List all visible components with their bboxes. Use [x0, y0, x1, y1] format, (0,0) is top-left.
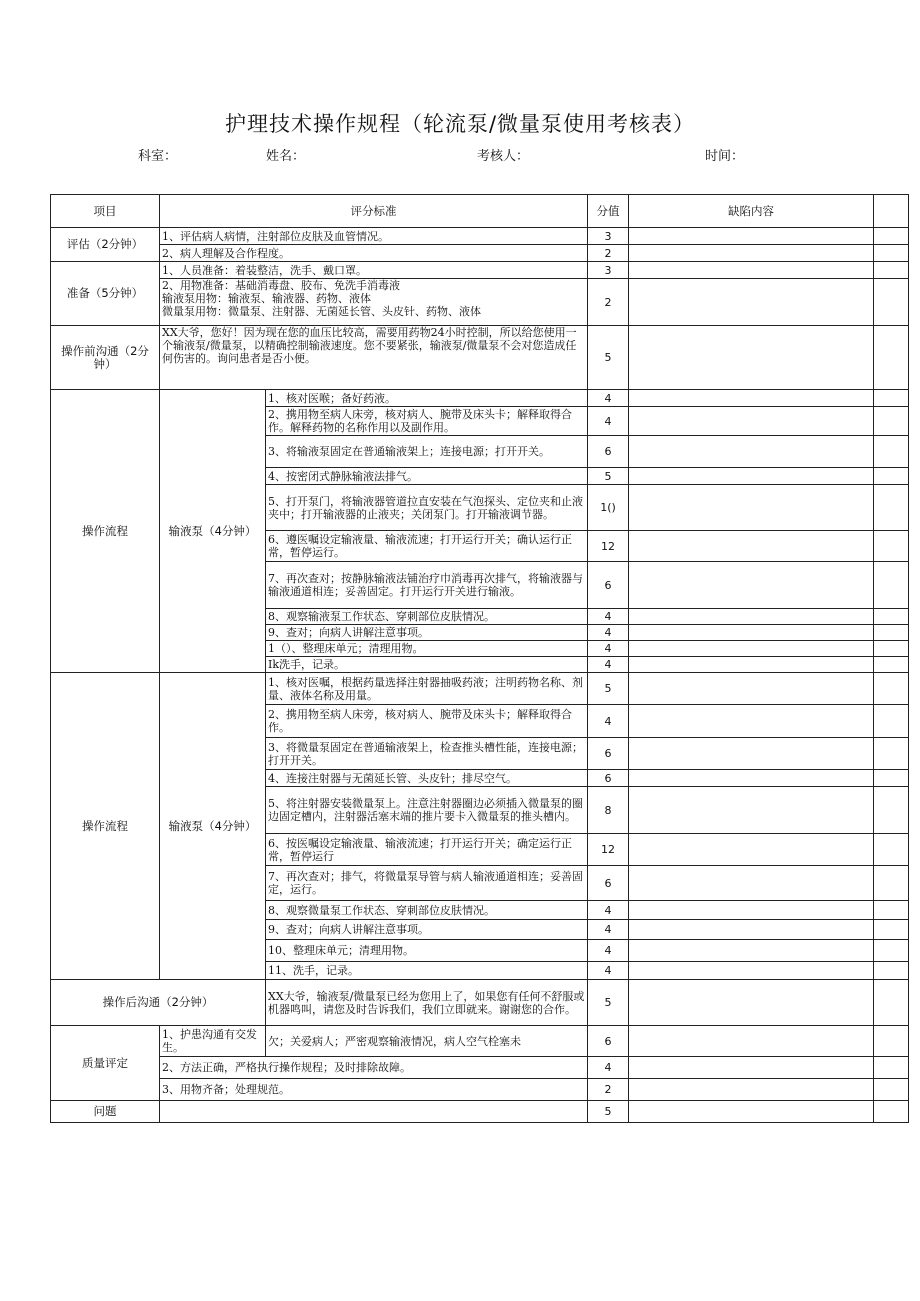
category-cell: 操作后沟通（2分钟）	[51, 980, 266, 1026]
extra-cell[interactable]	[874, 962, 909, 980]
criteria-cell: XX大爷，您好！因为现在您的血压比较高，需要用药物24小时控制，所以给您使用一个输液泵/微量泵，以精确控制输液速度。您不要紧张，输液泵/微量泵不会对您造成任何伤害的。询问患者是否小便。	[160, 326, 588, 390]
defect-cell[interactable]	[629, 228, 874, 245]
score-cell: 4	[588, 1057, 629, 1079]
defect-cell[interactable]	[629, 1101, 874, 1123]
header-item: 项目	[51, 195, 160, 228]
criteria-cell: 7、再次查对；按静脉输液法铺治疗巾消毒再次排气，将输液器与输液通道相连；妥善固定。打开运行开关进行输液。	[266, 562, 588, 609]
extra-cell[interactable]	[874, 245, 909, 262]
defect-cell[interactable]	[629, 940, 874, 962]
assessment-table	[50, 194, 909, 1123]
extra-cell[interactable]	[874, 279, 909, 326]
score-cell: 12	[588, 531, 629, 562]
table-header-row	[51, 195, 909, 228]
defect-cell[interactable]	[629, 770, 874, 787]
score-cell: 4	[588, 920, 629, 940]
score-cell: 4	[588, 901, 629, 920]
score-cell: 4	[588, 657, 629, 673]
criteria-cell: 3、将微量泵固定在普通输液架上，检查推头槽性能，连接电源；打开开关。	[266, 738, 588, 770]
defect-cell[interactable]	[629, 787, 874, 834]
score-cell: 6	[588, 436, 629, 468]
defect-cell[interactable]	[629, 980, 874, 1026]
criteria-cell: 1、核对医嘱，根据药量选择注射器抽吸药液；注明药物名称、剂量、液体名称及用量。	[266, 673, 588, 705]
category-cell: 操作前沟通（2分钟）	[51, 326, 160, 390]
score-cell: 12	[588, 834, 629, 866]
criteria-cell: 5、打开泵门，将输液器管道拉直安装在气泡探头、定位夹和止液夹中；打开输液器的止液夹；关闭泵门。打开输液调节器。	[266, 485, 588, 531]
criteria-cell: 2、方法正确，严格执行操作规程；及时排除故障。	[160, 1057, 588, 1079]
defect-cell[interactable]	[629, 531, 874, 562]
score-cell: 2	[588, 1079, 629, 1101]
score-cell: 5	[588, 326, 629, 390]
extra-cell[interactable]	[874, 980, 909, 1026]
defect-cell[interactable]	[629, 485, 874, 531]
score-cell: 4	[588, 609, 629, 625]
extra-cell[interactable]	[874, 641, 909, 657]
score-cell: 6	[588, 866, 629, 901]
subcategory-cell: 输液泵（4分钟）	[160, 673, 266, 980]
defect-cell[interactable]	[629, 834, 874, 866]
score-cell: 4	[588, 390, 629, 407]
score-cell: 2	[588, 279, 629, 326]
extra-cell[interactable]	[874, 866, 909, 901]
score-cell: 6	[588, 562, 629, 609]
score-cell: 5	[588, 468, 629, 485]
header-score: 分值	[588, 195, 629, 228]
defect-cell[interactable]	[629, 657, 874, 673]
criteria-cell: 10、整理床单元；清理用物。	[266, 940, 588, 962]
extra-cell[interactable]	[874, 326, 909, 390]
criteria-cell: 4、按密闭式静脉输液法排气。	[266, 468, 588, 485]
defect-cell[interactable]	[629, 1057, 874, 1079]
score-cell: 2	[588, 245, 629, 262]
criteria-cell: 5、将注射器安装微量泵上。注意注射器圈边必须插入微量泵的圈边固定槽内，注射器活塞末端的推片要卡入微量泵的推头槽内。	[266, 787, 588, 834]
defect-cell[interactable]	[629, 738, 874, 770]
table-row	[51, 1079, 909, 1101]
extra-cell[interactable]	[874, 609, 909, 625]
criteria-cell: 6、按医嘱设定输液量、输液流速；打开运行开关；确定运行正常，暂停运行	[266, 834, 588, 866]
extra-cell[interactable]	[874, 940, 909, 962]
category-cell: 准备（5分钟）	[51, 262, 160, 326]
criteria-cell-right: 欠；关爱病人；严密观察输液情况，病人空气栓塞未	[266, 1026, 588, 1057]
extra-cell[interactable]	[874, 1101, 909, 1123]
score-cell: 6	[588, 1026, 629, 1057]
defect-cell[interactable]	[629, 609, 874, 625]
criteria-cell: 2、携用物至病人床旁，核对病人、腕带及床头卡；解释取得合作。解释药物的名称作用以及副作用。	[266, 407, 588, 436]
header-criteria: 评分标准	[160, 195, 588, 228]
extra-cell[interactable]	[874, 262, 909, 279]
dept-label: 科室：	[138, 149, 178, 164]
extra-cell[interactable]	[874, 1079, 909, 1101]
score-cell: 6	[588, 738, 629, 770]
defect-cell[interactable]	[629, 866, 874, 901]
extra-cell[interactable]	[874, 562, 909, 609]
header-blank	[874, 195, 909, 228]
name-label: 姓名：	[266, 149, 306, 164]
table-row	[51, 326, 909, 390]
score-cell: 4	[588, 705, 629, 738]
table-row	[51, 262, 909, 279]
extra-cell[interactable]	[874, 228, 909, 245]
extra-cell[interactable]	[874, 468, 909, 485]
criteria-cell: XX大爷，输液泵/微量泵已经为您用上了，如果您有任何不舒服或机器鸣叫，请您及时告诉我们，我们立即就来。谢谢您的合作。	[266, 980, 588, 1026]
criteria-cell: 1、评估病人病情，注射部位皮肤及血管情况。	[160, 228, 588, 245]
score-cell: 4	[588, 962, 629, 980]
extra-cell[interactable]	[874, 407, 909, 436]
criteria-cell[interactable]	[160, 1101, 588, 1123]
extra-cell[interactable]	[874, 436, 909, 468]
table-row	[51, 1026, 909, 1057]
defect-cell[interactable]	[629, 920, 874, 940]
defect-cell[interactable]	[629, 326, 874, 390]
score-cell: 4	[588, 407, 629, 436]
criteria-cell: 3、将输液泵固定在普通输液架上；连接电源；打开开关。	[266, 436, 588, 468]
criteria-cell: 2、病人理解及合作程度。	[160, 245, 588, 262]
extra-cell[interactable]	[874, 657, 909, 673]
page-title: 护理技术操作规程（轮流泵/微量泵使用考核表）	[224, 112, 696, 136]
score-cell: 8	[588, 787, 629, 834]
criteria-cell: 8、观察微量泵工作状态、穿刺部位皮肤情况。	[266, 901, 588, 920]
defect-cell[interactable]	[629, 245, 874, 262]
score-cell: 3	[588, 228, 629, 245]
subcategory-cell: 输液泵（4分钟）	[160, 390, 266, 673]
table-row	[51, 1057, 909, 1079]
defect-cell[interactable]	[629, 436, 874, 468]
score-cell: 5	[588, 673, 629, 705]
defect-cell[interactable]	[629, 962, 874, 980]
category-cell: 操作流程	[51, 673, 160, 980]
defect-cell[interactable]	[629, 705, 874, 738]
extra-cell[interactable]	[874, 1026, 909, 1057]
criteria-cell: 1、核对医喉；备好药液。	[266, 390, 588, 407]
score-cell: 4	[588, 940, 629, 962]
extra-cell[interactable]	[874, 673, 909, 705]
extra-cell[interactable]	[874, 770, 909, 787]
table-row	[51, 279, 909, 326]
criteria-cell: 1、人员准备：着装整洁，洗手、戴口罩。	[160, 262, 588, 279]
criteria-cell: 11、洗手，记录。	[266, 962, 588, 980]
table-row	[51, 1101, 909, 1123]
extra-cell[interactable]	[874, 485, 909, 531]
defect-cell[interactable]	[629, 279, 874, 326]
criteria-cell: 7、再次查对；排气，将微量泵导管与病人输液通道相连；妥善固定，运行。	[266, 866, 588, 901]
score-cell: 4	[588, 641, 629, 657]
defect-cell[interactable]	[629, 562, 874, 609]
extra-cell[interactable]	[874, 625, 909, 641]
defect-cell[interactable]	[629, 1079, 874, 1101]
category-cell: 问题	[51, 1101, 160, 1123]
table-row	[51, 390, 909, 407]
category-cell: 评估（2分钟）	[51, 228, 160, 262]
score-cell: 5	[588, 980, 629, 1026]
criteria-cell-left: 1、护患沟通有交发生。	[160, 1026, 266, 1057]
extra-cell[interactable]	[874, 901, 909, 920]
table-row	[51, 673, 909, 705]
defect-cell[interactable]	[629, 673, 874, 705]
extra-cell[interactable]	[874, 531, 909, 562]
header-defect: 缺陷内容	[629, 195, 874, 228]
extra-cell[interactable]	[874, 738, 909, 770]
defect-cell[interactable]	[629, 901, 874, 920]
criteria-cell: 2、用物准备：基础消毒盘、胶布、免洗手消毒液 输液泵用物：输液泵、输液器、药物、液体 微量泵用物：微量泵、注射器、无菌延长管、头皮针、药物、液体	[160, 279, 588, 326]
table-row	[51, 245, 909, 262]
defect-cell[interactable]	[629, 468, 874, 485]
category-cell: 操作流程	[51, 390, 160, 673]
score-cell: 6	[588, 770, 629, 787]
score-cell: 4	[588, 625, 629, 641]
time-label: 时间：	[705, 149, 745, 164]
defect-cell[interactable]	[629, 641, 874, 657]
extra-cell[interactable]	[874, 834, 909, 866]
extra-cell[interactable]	[874, 390, 909, 407]
criteria-cell: 2、携用物至病人床旁，核对病人、腕带及床头卡；解释取得合作。	[266, 705, 588, 738]
criteria-cell: 4、连接注射器与无菌延长管、头皮针；排尽空气。	[266, 770, 588, 787]
score-cell: 1()	[588, 485, 629, 531]
defect-cell[interactable]	[629, 625, 874, 641]
criteria-cell: 9、查对；向病人讲解注意事项。	[266, 625, 588, 641]
extra-cell[interactable]	[874, 787, 909, 834]
category-cell: 质量评定	[51, 1026, 160, 1101]
extra-cell[interactable]	[874, 1057, 909, 1079]
extra-cell[interactable]	[874, 920, 909, 940]
defect-cell[interactable]	[629, 262, 874, 279]
table-row	[51, 228, 909, 245]
defect-cell[interactable]	[629, 407, 874, 436]
score-cell: 3	[588, 262, 629, 279]
criteria-cell: 3、用物齐备；处理规范。	[160, 1079, 588, 1101]
score-cell: 5	[588, 1101, 629, 1123]
defect-cell[interactable]	[629, 1026, 874, 1057]
extra-cell[interactable]	[874, 705, 909, 738]
criteria-cell: 9、查对；向病人讲解注意事项。	[266, 920, 588, 940]
criteria-cell: 8、观察输液泵工作状态、穿刺部位皮肤情况。	[266, 609, 588, 625]
table-row	[51, 980, 909, 1026]
criteria-cell: 1（）、整理床单元；清理用物。	[266, 641, 588, 657]
criteria-cell: 6、遵医嘱设定输液量、输液流速；打开运行开关；确认运行正常，暂停运行。	[266, 531, 588, 562]
defect-cell[interactable]	[629, 390, 874, 407]
examiner-label: 考核人：	[477, 149, 530, 164]
criteria-cell: Ik洗手，记录。	[266, 657, 588, 673]
